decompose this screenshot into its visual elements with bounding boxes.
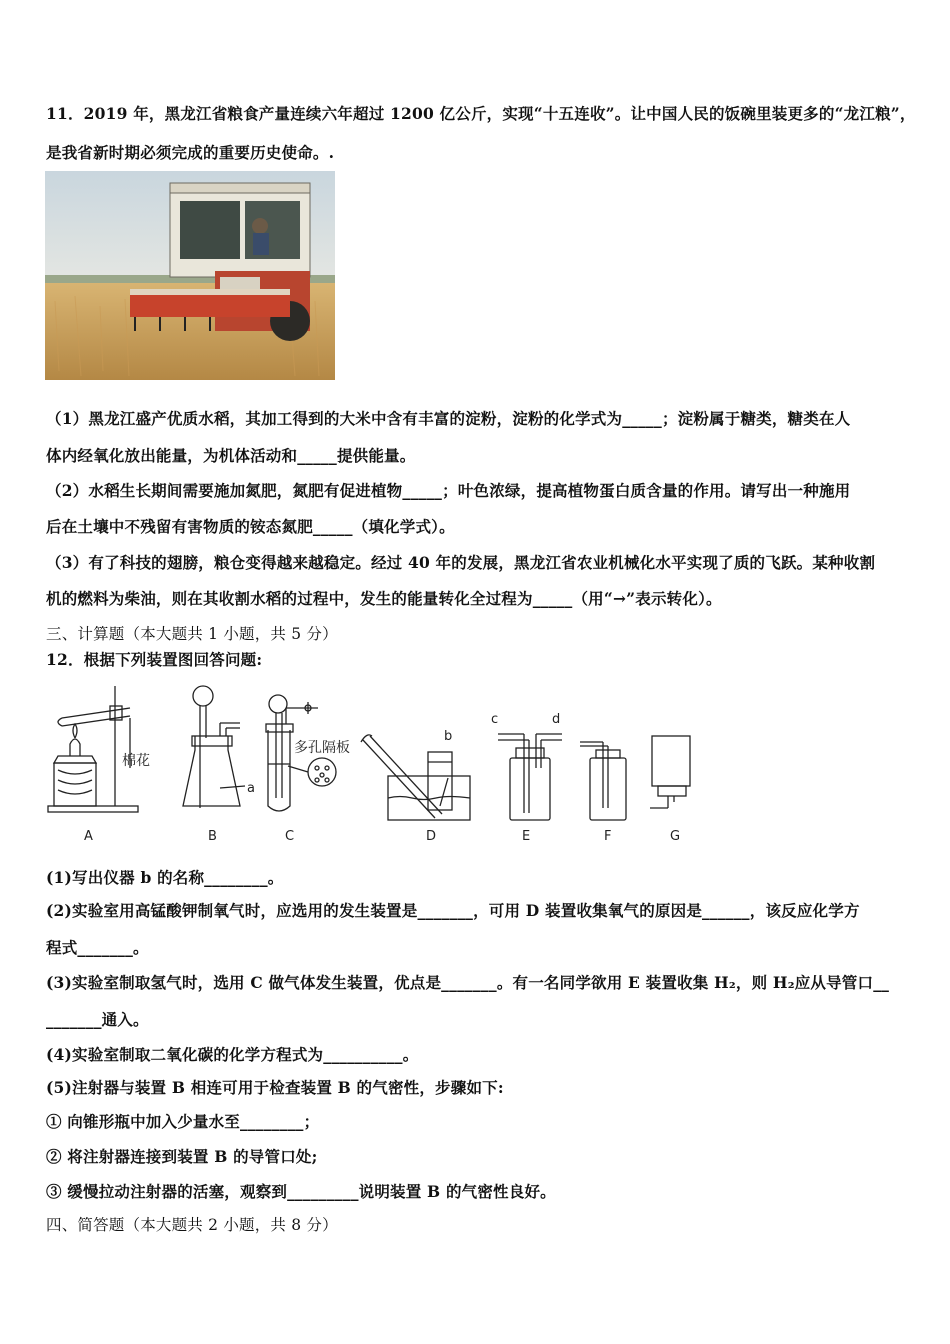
q11-part2-line1: （2）水稻生长期间需要施加氮肥，氮肥有促进植物_____；叶色浓绿，提高植物蛋白质含量的作用。请写出一种施用: [46, 481, 851, 500]
q12-sub5: (5)注射器与装置 B 相连可用于检查装置 B 的气密性，步骤如下:: [46, 1078, 504, 1097]
section3-heading: 三、计算题（本大题共 1 小题，共 5 分）: [46, 625, 338, 643]
q11-part1-line1: （1）黑龙江盛产优质水稻，其加工得到的大米中含有丰富的淀粉，淀粉的化学式为_____；淀粉属于糖类，糖类在人: [46, 409, 851, 428]
label-C: C: [285, 829, 295, 844]
apparatus-f: [580, 742, 626, 820]
q12-stem: 12．根据下列装置图回答问题:: [46, 650, 263, 669]
q12-sub3-line2: _______通入。: [46, 1010, 149, 1029]
label-a: a: [247, 781, 255, 796]
apparatus-g: [650, 736, 690, 808]
q11-stem-line2: 是我省新时期必须完成的重要历史使命。.: [46, 143, 335, 162]
label-G: G: [670, 829, 681, 844]
label-A: A: [84, 829, 93, 844]
apparatus-d: [361, 735, 470, 820]
label-d: d: [552, 712, 561, 727]
q11-part3-line2: 机的燃料为柴油，则在其收割水稻的过程中，发生的能量转化全过程为_____（用“→”表示转化）。: [46, 589, 722, 608]
q11-part1-line2: 体内经氧化放出能量，为机体活动和_____提供能量。: [46, 446, 416, 465]
label-D: D: [426, 829, 437, 844]
apparatus-b: [183, 686, 245, 808]
label-porous-shelf: 多孔隔板: [294, 740, 350, 756]
label-B: B: [208, 829, 217, 844]
label-cotton: 棉花: [122, 753, 150, 769]
apparatus-diagram: [40, 678, 720, 848]
q12-sub3-line1: (3)实验室制取氢气时，选用 C 做气体发生装置，优点是_______。有一名同学欲用 E 装置收集 H₂，则 H₂应从导管口__: [46, 973, 890, 992]
q11-part2-line2: 后在土壤中不残留有害物质的铵态氮肥_____（填化学式）。: [46, 517, 455, 536]
q12-sub2-line1: (2)实验室用高锰酸钾制氧气时，应选用的发生装置是_______，可用 D 装置收集氧气的原因是______，该反应化学方: [46, 901, 860, 920]
label-F: F: [604, 829, 612, 844]
apparatus-e: [498, 734, 562, 820]
apparatus-a: [48, 686, 138, 812]
q12-step3: ③ 缓慢拉动注射器的活塞，观察到_________说明装置 B 的气密性良好。: [46, 1182, 556, 1201]
label-b: b: [444, 729, 453, 744]
q12-step1: ① 向锥形瓶中加入少量水至________；: [46, 1112, 320, 1131]
section4-heading: 四、简答题（本大题共 2 小题，共 8 分）: [46, 1216, 338, 1234]
q12-sub2-line2: 程式_______。: [46, 938, 149, 957]
q12-sub4: (4)实验室制取二氧化碳的化学方程式为__________。: [46, 1045, 419, 1064]
label-E: E: [522, 829, 531, 844]
harvester-photo: [45, 171, 335, 380]
label-c: c: [491, 712, 499, 727]
q11-stem-line1: 11．2019 年，黑龙江省粮食产量连续六年超过 1200 亿公斤，实现“十五连收”。让中国人民的饭碗里装更多的“龙江粮”，: [46, 104, 916, 123]
q12-sub1: (1)写出仪器 b 的名称________。: [46, 868, 284, 887]
q11-part3-line1: （3）有了科技的翅膀，粮仓变得越来越稳定。经过 40 年的发展，黑龙江省农业机械化水平实现了质的飞跃。某种收割: [46, 553, 876, 572]
q12-step2: ② 将注射器连接到装置 B 的导管口处;: [46, 1147, 318, 1166]
